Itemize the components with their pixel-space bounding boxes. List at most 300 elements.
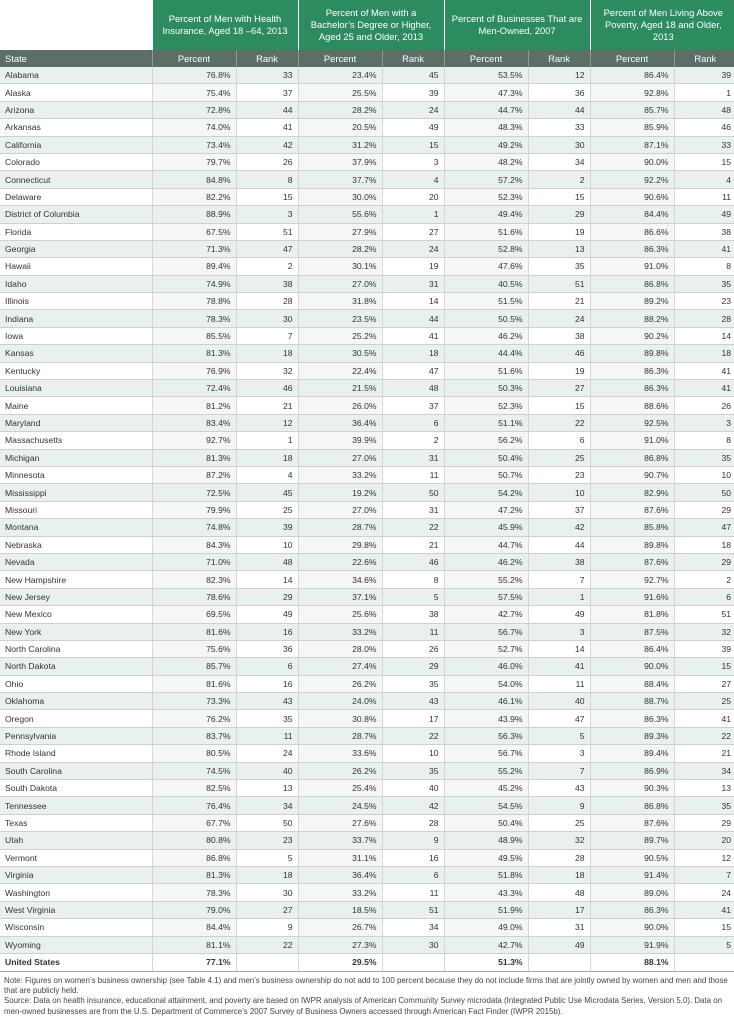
percent-cell: 37.9%	[298, 153, 382, 170]
rank-cell: 6	[236, 658, 298, 675]
rank-cell: 25	[674, 693, 734, 710]
rank-cell: 27	[236, 901, 298, 918]
rank-cell: 51	[382, 901, 444, 918]
rank-cell: 5	[528, 727, 590, 744]
rank-cell: 14	[382, 293, 444, 310]
percent-cell: 56.2%	[444, 432, 528, 449]
rank-cell: 9	[236, 919, 298, 936]
percent-cell: 85.7%	[152, 658, 236, 675]
percent-cell: 18.5%	[298, 901, 382, 918]
percent-cell: 30.5%	[298, 345, 382, 362]
rank-cell: 28	[528, 849, 590, 866]
rank-cell: 8	[674, 432, 734, 449]
percent-cell: 51.6%	[444, 223, 528, 240]
rank-cell: 6	[382, 866, 444, 883]
percent-cell: 90.0%	[590, 658, 674, 675]
percent-cell: 91.0%	[590, 432, 674, 449]
rank-cell: 7	[528, 571, 590, 588]
rank-cell: 34	[382, 919, 444, 936]
rank-cell: 47	[674, 519, 734, 536]
percent-cell: 36.4%	[298, 414, 382, 431]
rank-cell: 22	[528, 414, 590, 431]
rank-cell: 47	[382, 362, 444, 379]
column-header-percent: Percent	[590, 50, 674, 67]
percent-cell: 84.8%	[152, 171, 236, 188]
rank-cell: 18	[674, 536, 734, 553]
percent-cell: 90.7%	[590, 466, 674, 483]
table-row	[0, 710, 734, 727]
rank-cell: 41	[674, 380, 734, 397]
state-name-cell: Hawaii	[0, 258, 152, 275]
rank-cell: 3	[236, 206, 298, 223]
percent-cell: 87.1%	[590, 136, 674, 153]
rank-cell: 49	[236, 606, 298, 623]
column-header-state: State	[0, 50, 152, 67]
table-row	[0, 171, 734, 188]
percent-cell: 49.5%	[444, 849, 528, 866]
percent-cell: 84.4%	[590, 206, 674, 223]
table-row	[0, 380, 734, 397]
rank-cell: 31	[382, 501, 444, 518]
percent-cell: 78.6%	[152, 588, 236, 605]
rank-cell: 22	[236, 936, 298, 953]
rank-cell: 24	[528, 310, 590, 327]
rank-cell: 16	[382, 849, 444, 866]
rank-cell: 15	[674, 919, 734, 936]
rank-cell: 6	[528, 432, 590, 449]
rank-cell: 8	[382, 571, 444, 588]
rank-cell: 22	[382, 727, 444, 744]
rank-cell: 43	[382, 693, 444, 710]
percent-cell: 92.5%	[590, 414, 674, 431]
table-row	[0, 519, 734, 536]
percent-cell: 86.8%	[590, 275, 674, 292]
rank-cell: 44	[382, 310, 444, 327]
percent-cell: 86.3%	[590, 362, 674, 379]
table-row	[0, 466, 734, 483]
rank-cell: 37	[528, 501, 590, 518]
rank-cell: 21	[674, 745, 734, 762]
rank-cell: 31	[528, 919, 590, 936]
percent-cell: 81.8%	[590, 606, 674, 623]
rank-cell: 31	[382, 275, 444, 292]
rank-cell: 38	[382, 606, 444, 623]
rank-cell: 18	[382, 345, 444, 362]
percent-cell: 88.7%	[590, 693, 674, 710]
percent-cell: 55.6%	[298, 206, 382, 223]
rank-cell: 4	[674, 171, 734, 188]
percent-cell: 91.4%	[590, 866, 674, 883]
percent-cell: 72.5%	[152, 484, 236, 501]
column-header-percent: Percent	[444, 50, 528, 67]
rank-cell: 18	[236, 866, 298, 883]
rank-cell: 45	[382, 67, 444, 84]
group-header-above-poverty: Percent of Men Living Above Poverty, Aged 18 and Older, 2013	[590, 0, 734, 50]
rank-cell: 35	[382, 762, 444, 779]
percent-cell: 26.2%	[298, 675, 382, 692]
percent-cell: 88.6%	[590, 397, 674, 414]
rank-cell: 11	[382, 466, 444, 483]
percent-cell: 89.4%	[152, 258, 236, 275]
percent-cell: 86.8%	[590, 797, 674, 814]
rank-cell: 3	[674, 414, 734, 431]
state-name-cell: Nevada	[0, 553, 152, 570]
percent-cell: 69.5%	[152, 606, 236, 623]
percent-cell: 50.4%	[444, 449, 528, 466]
percent-cell: 76.4%	[152, 797, 236, 814]
percent-cell: 86.3%	[590, 380, 674, 397]
state-name-cell: Pennsylvania	[0, 727, 152, 744]
rank-cell: 20	[674, 832, 734, 849]
rank-cell: 38	[674, 223, 734, 240]
percent-cell: 87.6%	[590, 814, 674, 831]
percent-cell: 79.0%	[152, 901, 236, 918]
percent-cell: 27.4%	[298, 658, 382, 675]
rank-cell: 35	[236, 710, 298, 727]
table-row	[0, 693, 734, 710]
rank-cell: 8	[236, 171, 298, 188]
table-row	[0, 414, 734, 431]
rank-cell: 13	[236, 780, 298, 797]
percent-cell: 27.6%	[298, 814, 382, 831]
rank-cell: 48	[236, 553, 298, 570]
rank-cell: 51	[674, 606, 734, 623]
percent-cell: 39.9%	[298, 432, 382, 449]
percent-cell: 28.0%	[298, 640, 382, 657]
rank-cell: 1	[528, 588, 590, 605]
percent-cell: 87.2%	[152, 466, 236, 483]
rank-cell: 41	[674, 710, 734, 727]
state-name-cell: South Carolina	[0, 762, 152, 779]
state-name-cell: Colorado	[0, 153, 152, 170]
state-name-cell: Montana	[0, 519, 152, 536]
percent-cell: 86.3%	[590, 710, 674, 727]
rank-cell: 25	[528, 814, 590, 831]
table-row	[0, 832, 734, 849]
percent-cell: 87.6%	[590, 553, 674, 570]
percent-cell: 45.2%	[444, 780, 528, 797]
column-header-rank: Rank	[382, 50, 444, 67]
rank-cell: 33	[236, 67, 298, 84]
rank-cell: 27	[528, 380, 590, 397]
percent-cell: 92.7%	[152, 432, 236, 449]
table-row	[0, 623, 734, 640]
percent-cell: 42.7%	[444, 936, 528, 953]
percent-cell: 83.7%	[152, 727, 236, 744]
rank-cell: 24	[674, 884, 734, 901]
percent-cell: 75.6%	[152, 640, 236, 657]
state-name-cell: Michigan	[0, 449, 152, 466]
table-row	[0, 136, 734, 153]
state-name-cell: District of Columbia	[0, 206, 152, 223]
percent-cell: 72.4%	[152, 380, 236, 397]
percent-cell: 84.4%	[152, 919, 236, 936]
table-row	[0, 606, 734, 623]
table-row	[0, 449, 734, 466]
rank-cell: 2	[674, 571, 734, 588]
state-name-cell: New York	[0, 623, 152, 640]
rank-cell: 2	[382, 432, 444, 449]
rank-cell: 27	[674, 675, 734, 692]
rank-cell: 15	[528, 397, 590, 414]
rank-cell: 42	[236, 136, 298, 153]
percent-cell: 92.2%	[590, 171, 674, 188]
rank-cell: 47	[236, 240, 298, 257]
table-row	[0, 345, 734, 362]
percent-cell: 31.1%	[298, 849, 382, 866]
rank-cell: 4	[236, 466, 298, 483]
rank-cell: 18	[236, 449, 298, 466]
percent-cell: 88.9%	[152, 206, 236, 223]
rank-cell: 15	[382, 136, 444, 153]
rank-cell: 43	[528, 780, 590, 797]
percent-cell: 49.2%	[444, 136, 528, 153]
percent-cell: 50.7%	[444, 466, 528, 483]
column-header-percent: Percent	[152, 50, 236, 67]
rank-cell: 33	[528, 119, 590, 136]
percent-cell: 81.1%	[152, 936, 236, 953]
percent-cell: 84.3%	[152, 536, 236, 553]
percent-cell: 91.0%	[590, 258, 674, 275]
rank-cell: 10	[236, 536, 298, 553]
percent-cell: 44.7%	[444, 101, 528, 118]
column-header-percent: Percent	[298, 50, 382, 67]
rank-cell: 5	[674, 936, 734, 953]
percent-cell: 26.7%	[298, 919, 382, 936]
table-row	[0, 432, 734, 449]
rank-cell: 29	[674, 553, 734, 570]
percent-cell: 56.7%	[444, 745, 528, 762]
percent-cell: 27.0%	[298, 449, 382, 466]
rank-cell: 40	[236, 762, 298, 779]
percent-cell: 27.0%	[298, 275, 382, 292]
state-name-cell: Connecticut	[0, 171, 152, 188]
total-cell	[674, 953, 734, 971]
percent-cell: 28.2%	[298, 240, 382, 257]
percent-cell: 50.4%	[444, 814, 528, 831]
percent-cell: 43.9%	[444, 710, 528, 727]
state-name-cell: New Jersey	[0, 588, 152, 605]
rank-cell: 31	[382, 449, 444, 466]
percent-cell: 80.5%	[152, 745, 236, 762]
state-name-cell: Idaho	[0, 275, 152, 292]
rank-cell: 32	[236, 362, 298, 379]
percent-cell: 92.7%	[590, 571, 674, 588]
rank-cell: 36	[236, 640, 298, 657]
state-name-cell: Florida	[0, 223, 152, 240]
percent-cell: 90.0%	[590, 153, 674, 170]
rank-cell: 7	[528, 762, 590, 779]
table-row	[0, 936, 734, 953]
table-row	[0, 658, 734, 675]
rank-cell: 13	[528, 240, 590, 257]
rank-cell: 17	[528, 901, 590, 918]
percent-cell: 86.9%	[590, 762, 674, 779]
total-cell	[382, 953, 444, 971]
table-row	[0, 240, 734, 257]
percent-cell: 31.2%	[298, 136, 382, 153]
percent-cell: 40.5%	[444, 275, 528, 292]
state-name-cell: Iowa	[0, 327, 152, 344]
percent-cell: 33.2%	[298, 466, 382, 483]
percent-cell: 52.3%	[444, 188, 528, 205]
table-row	[0, 101, 734, 118]
state-name-cell: New Hampshire	[0, 571, 152, 588]
rank-cell: 15	[674, 153, 734, 170]
percent-cell: 30.0%	[298, 188, 382, 205]
rank-cell: 40	[528, 693, 590, 710]
rank-cell: 38	[236, 275, 298, 292]
percent-cell: 19.2%	[298, 484, 382, 501]
percent-cell: 89.8%	[590, 536, 674, 553]
percent-cell: 45.9%	[444, 519, 528, 536]
rank-cell: 6	[382, 414, 444, 431]
rank-cell: 49	[382, 119, 444, 136]
percent-cell: 52.7%	[444, 640, 528, 657]
table-row	[0, 919, 734, 936]
table-row	[0, 536, 734, 553]
percent-cell: 71.0%	[152, 553, 236, 570]
state-name-cell: Georgia	[0, 240, 152, 257]
group-header-men-owned-businesses: Percent of Businesses That are Men-Owned, 2007	[444, 0, 590, 50]
percent-cell: 23.5%	[298, 310, 382, 327]
percent-cell: 50.5%	[444, 310, 528, 327]
percent-cell: 88.4%	[590, 675, 674, 692]
percent-cell: 76.9%	[152, 362, 236, 379]
percent-cell: 74.5%	[152, 762, 236, 779]
rank-cell: 12	[236, 414, 298, 431]
percent-cell: 74.0%	[152, 119, 236, 136]
percent-cell: 27.9%	[298, 223, 382, 240]
table-row	[0, 258, 734, 275]
percent-cell: 86.3%	[590, 901, 674, 918]
rank-cell: 48	[528, 884, 590, 901]
rank-cell: 35	[674, 797, 734, 814]
rank-cell: 22	[382, 519, 444, 536]
rank-cell: 35	[674, 449, 734, 466]
total-cell: 51.3%	[444, 953, 528, 971]
rank-cell: 18	[528, 866, 590, 883]
percent-cell: 31.8%	[298, 293, 382, 310]
rank-cell: 24	[382, 240, 444, 257]
rank-cell: 37	[382, 397, 444, 414]
percent-cell: 37.1%	[298, 588, 382, 605]
percent-cell: 89.2%	[590, 293, 674, 310]
table-row	[0, 640, 734, 657]
percent-cell: 46.0%	[444, 658, 528, 675]
percent-cell: 30.8%	[298, 710, 382, 727]
table-row	[0, 327, 734, 344]
percent-cell: 51.5%	[444, 293, 528, 310]
group-header-health-insurance: Percent of Men with Health Insurance, Aged 18 –64, 2013	[152, 0, 298, 50]
state-name-cell: Missouri	[0, 501, 152, 518]
table-row	[0, 397, 734, 414]
table-row	[0, 501, 734, 518]
rank-cell: 1	[674, 84, 734, 101]
source-text: Source: Data on health insurance, educational attainment, and poverty are based on IWPR analysis of American Community Survey microdata (Integrated Public Use Microdata Series, Version 5.0). Data on men-owned businesses are from the U.S. Department of Commerce’s 2007 Survey of Business Owners accessed through American Fact Finder (IWPR 2015b).	[4, 996, 722, 1016]
rank-cell: 46	[236, 380, 298, 397]
footnotes	[0, 972, 734, 1017]
table-row	[0, 84, 734, 101]
percent-cell: 82.3%	[152, 571, 236, 588]
percent-cell: 53.5%	[444, 67, 528, 84]
percent-cell: 25.4%	[298, 780, 382, 797]
state-name-cell: New Mexico	[0, 606, 152, 623]
percent-cell: 86.4%	[590, 640, 674, 657]
state-name-cell: Oregon	[0, 710, 152, 727]
percent-cell: 48.3%	[444, 119, 528, 136]
state-name-cell: Minnesota	[0, 466, 152, 483]
rank-cell: 38	[528, 327, 590, 344]
state-name-cell: Rhode Island	[0, 745, 152, 762]
state-name-cell: Oklahoma	[0, 693, 152, 710]
percent-cell: 78.3%	[152, 310, 236, 327]
rank-cell: 40	[382, 780, 444, 797]
rank-cell: 51	[528, 275, 590, 292]
total-cell: 88.1%	[590, 953, 674, 971]
table-row	[0, 745, 734, 762]
rank-cell: 44	[528, 536, 590, 553]
percent-cell: 54.2%	[444, 484, 528, 501]
percent-cell: 48.9%	[444, 832, 528, 849]
percent-cell: 72.8%	[152, 101, 236, 118]
rank-cell: 23	[674, 293, 734, 310]
total-row	[0, 953, 734, 971]
percent-cell: 48.2%	[444, 153, 528, 170]
state-name-cell: Maryland	[0, 414, 152, 431]
rank-cell: 23	[528, 466, 590, 483]
rank-cell: 11	[528, 675, 590, 692]
state-name-cell: Alabama	[0, 67, 152, 84]
state-name-cell: North Dakota	[0, 658, 152, 675]
state-name-cell: Wyoming	[0, 936, 152, 953]
percent-cell: 22.4%	[298, 362, 382, 379]
state-name-cell: Ohio	[0, 675, 152, 692]
rank-cell: 21	[528, 293, 590, 310]
percent-cell: 86.3%	[590, 240, 674, 257]
percent-cell: 91.6%	[590, 588, 674, 605]
table-row	[0, 588, 734, 605]
percent-cell: 73.3%	[152, 693, 236, 710]
table-row	[0, 275, 734, 292]
percent-cell: 81.6%	[152, 675, 236, 692]
rank-cell: 34	[528, 153, 590, 170]
percent-cell: 80.8%	[152, 832, 236, 849]
rank-cell: 26	[236, 153, 298, 170]
rank-cell: 10	[674, 466, 734, 483]
total-cell: 29.5%	[298, 953, 382, 971]
rank-cell: 7	[674, 866, 734, 883]
percent-cell: 76.8%	[152, 67, 236, 84]
table-row	[0, 310, 734, 327]
percent-cell: 90.0%	[590, 919, 674, 936]
total-cell	[528, 953, 590, 971]
percent-cell: 29.8%	[298, 536, 382, 553]
percent-cell: 46.1%	[444, 693, 528, 710]
note-text: Note: Figures on women’s business ownership (see Table 4.1) and men’s business ownership do not add to 100 percent because they do not include firms that are jointly owned by women and men and those that are publicly held.	[4, 975, 728, 996]
percent-cell: 91.9%	[590, 936, 674, 953]
rank-cell: 14	[674, 327, 734, 344]
percent-cell: 85.5%	[152, 327, 236, 344]
column-header-rank: Rank	[528, 50, 590, 67]
rank-cell: 7	[236, 327, 298, 344]
percent-cell: 36.4%	[298, 866, 382, 883]
percent-cell: 56.7%	[444, 623, 528, 640]
rank-cell: 12	[674, 849, 734, 866]
rank-cell: 29	[236, 588, 298, 605]
percent-cell: 51.1%	[444, 414, 528, 431]
percent-cell: 57.5%	[444, 588, 528, 605]
